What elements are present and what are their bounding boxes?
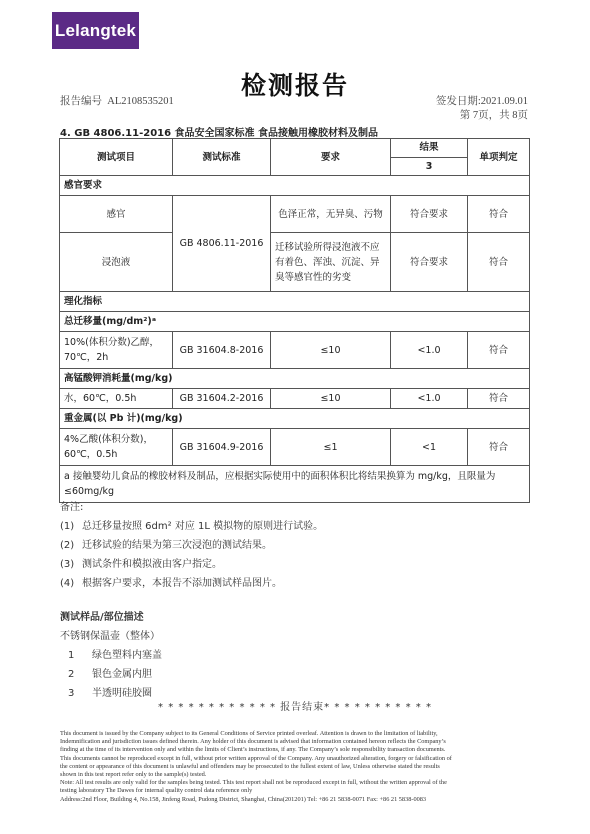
report-number-label: 报告编号 <box>60 96 102 107</box>
report-number-value: AL2108535201 <box>107 96 174 107</box>
cell-verdict: 符合 <box>468 389 530 409</box>
note-text: 迁移试验的结果为第三次浸泡的测试结果。 <box>82 540 272 551</box>
cell-standard: GB 31604.2-2016 <box>173 389 271 409</box>
cell-item: 10%(体积分数)乙醇，70℃，2h <box>60 332 173 369</box>
table-row <box>60 389 530 409</box>
table-footnote: a 接触婴幼儿食品的橡胶材料及制品，应根据实际使用中的面积体积比将结果换算为 mg/kg，且限量为≤60mg/kg <box>60 466 530 503</box>
test-results-table <box>59 138 530 503</box>
cell-standard: GB 31604.8-2016 <box>173 332 271 369</box>
table-row <box>60 196 530 233</box>
group-heavy-metal: 重金属(以 Pb 计)(mg/kg) <box>60 409 530 429</box>
cell-requirement: 迁移试验所得浸泡液不应有着色、浑浊、沉淀、异臭等感官性的劣变 <box>271 233 391 292</box>
group-row <box>60 176 530 196</box>
cell-standard: GB 4806.11-2016 <box>173 196 271 292</box>
sample-part <box>68 665 152 680</box>
part-number: 1 <box>68 650 75 661</box>
note-text: 测试条件和模拟液由客户指定。 <box>82 559 222 570</box>
cell-requirement: ≤10 <box>271 332 391 369</box>
cell-requirement: ≤10 <box>271 389 391 409</box>
group-row <box>60 409 530 429</box>
header-verdict: 单项判定 <box>468 139 530 176</box>
disclaimer-line: This document is issued by the Company subject to its General Conditions of Service printed overleaf. Attention is drawn to the limitation of liability, <box>60 730 438 737</box>
header-result: 结果 <box>391 139 468 158</box>
header-standard: 测试标准 <box>173 139 271 176</box>
note-item <box>60 555 222 570</box>
cell-requirement: 色泽正常，无异臭、污物 <box>271 196 391 233</box>
table-row <box>60 332 530 369</box>
table-row <box>60 233 530 292</box>
part-text: 银色金属内胆 <box>92 669 152 680</box>
group-kmno4: 高锰酸钾消耗量(mg/kg) <box>60 369 530 389</box>
group-sensory: 感官要求 <box>60 176 530 196</box>
footnote-row <box>60 466 530 503</box>
group-row <box>60 369 530 389</box>
disclaimer-line: shown in this test report refer only to the sample(s) tested. <box>60 771 207 779</box>
table-header-row <box>60 139 530 158</box>
disclaimer-line: This documents cannot be reproduced except in full, without prior written approval of the Company. Any unauthorized alteration, forgery or falsification of <box>60 754 452 762</box>
cell-verdict: 符合 <box>468 429 530 466</box>
group-row <box>60 292 530 312</box>
cell-result: 符合要求 <box>391 233 468 292</box>
company-logo: Lelangtek <box>52 12 139 49</box>
group-migration: 总迁移量(mg/dm²)ᵃ <box>60 312 530 332</box>
page-info: 第 7页，共 8页 <box>459 110 528 121</box>
cell-verdict: 符合 <box>468 332 530 369</box>
report-number <box>60 93 174 108</box>
cell-result: <1 <box>391 429 468 466</box>
part-number: 3 <box>68 688 75 699</box>
part-number: 2 <box>68 669 75 680</box>
cell-requirement: ≤1 <box>271 429 391 466</box>
note-number: (3) <box>60 559 75 570</box>
header-requirement: 要求 <box>271 139 391 176</box>
note-number: (2) <box>60 540 75 551</box>
header-result-number: 3 <box>391 157 468 176</box>
cell-standard: GB 31604.9-2016 <box>173 429 271 466</box>
cell-result: <1.0 <box>391 389 468 409</box>
disclaimer <box>60 730 532 804</box>
sample-part <box>68 646 162 661</box>
part-text: 半透明硅胶圈 <box>92 688 152 699</box>
cell-verdict: 符合 <box>468 196 530 233</box>
table-row <box>60 429 530 466</box>
issue-date-value: 2021.09.01 <box>480 96 528 107</box>
cell-item: 浸泡液 <box>60 233 173 292</box>
cell-item: 感官 <box>60 196 173 233</box>
issue-date-label: 签发日期: <box>435 96 481 107</box>
group-row <box>60 312 530 332</box>
cell-result: 符合要求 <box>391 196 468 233</box>
report-end-marker: * * * * * * * * * * * * 报告结束* * * * * * * * * * * <box>158 702 432 713</box>
sample-title: 测试样品/部位描述 <box>60 612 144 623</box>
issue-date <box>436 93 528 108</box>
note-item <box>60 574 282 589</box>
section-title: 4. GB 4806.11-2016 食品安全国家标准 食品接触用橡胶材料及制品 <box>60 128 379 139</box>
group-physchem: 理化指标 <box>60 292 530 312</box>
header-item: 测试项目 <box>60 139 173 176</box>
disclaimer-line: finding at the time of its intervention only and within the limits of Client’s instructions, if any. The Company’s sole responsibility transaction documents. <box>60 746 446 754</box>
sample-name: 不锈钢保温壶（整体） <box>60 631 160 642</box>
report-title: 检测报告 <box>240 71 349 100</box>
notes-title: 备注: <box>60 502 84 513</box>
disclaimer-line: Address:2nd Floor, Building 4, No.158, Jinfeng Road, Pudong District, Shanghai, China(201201) Tel: +86 21 5838-0071 Fax: +86 21 5838-0083 <box>60 795 427 803</box>
disclaimer-line: Note: All test results are only valid for the samples being tested. This test report shall not be reproduced except in full, without the written approval of the <box>60 779 447 787</box>
disclaimer-line: Indemnification and jurisdiction issues defined therein. Any holder of this document is advised that information contained hereon reflects the Company’s <box>60 738 446 746</box>
cell-verdict: 符合 <box>468 233 530 292</box>
note-text: 总迁移量按照 6dm² 对应 1L 模拟物的原则进行试验。 <box>82 521 324 532</box>
part-text: 绿色塑料内塞盖 <box>92 650 162 661</box>
note-number: (4) <box>60 578 75 589</box>
note-number: (1) <box>60 521 75 532</box>
cell-result: <1.0 <box>391 332 468 369</box>
cell-item: 4%乙酸(体积分数)，60℃，0.5h <box>60 429 173 466</box>
cell-item: 水，60℃，0.5h <box>60 389 173 409</box>
note-text: 根据客户要求，本报告不添加测试样品图片。 <box>82 578 282 589</box>
disclaimer-line: the content or appearance of this document is unlawful and offenders may be prosecuted to the fullest extent of law, Unless otherwise stated the results <box>60 762 440 770</box>
note-item <box>60 517 323 532</box>
sample-part <box>68 684 152 699</box>
note-item <box>60 536 272 551</box>
disclaimer-line: testing laboratory The Dawes for internal quality control data reference only <box>60 787 253 795</box>
